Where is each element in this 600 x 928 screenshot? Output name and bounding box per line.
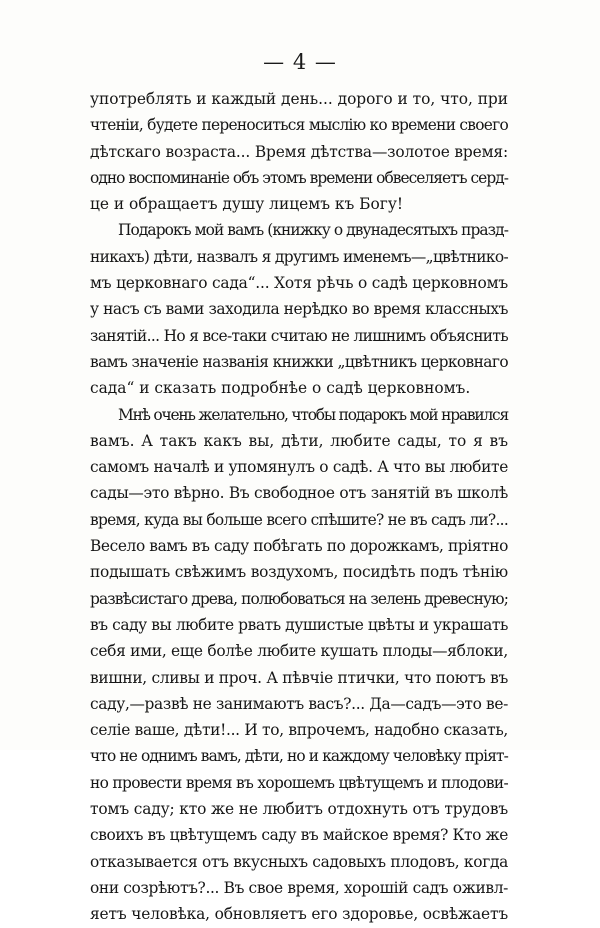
text-line: Подарокъ мой вамъ (книжку о двунадесятыхъ празд- [118, 221, 508, 240]
page-number: — 4 — [263, 50, 337, 74]
text-line: саду,—развѣ не занимаютъ васъ?... Да—садъ—это ве- [90, 694, 508, 713]
text-line: развѣсистаго древа, полюбоваться на зелень древесную; [90, 589, 508, 608]
text-line: селіе ваше, дѣти!... И то, впрочемъ, надобно сказать, [90, 721, 508, 740]
text-line: отказывается отъ вкусныхъ садовыхъ плодовъ, когда [90, 852, 508, 871]
text-line: це и обращаетъ душу лицемъ къ Богу! [90, 195, 404, 214]
text-line: въ саду вы любите рвать душистые цвѣты и украшать [90, 615, 508, 634]
text-line: подышать свѣжимъ воздухомъ, посидѣть подъ тѣнію [90, 563, 508, 582]
text-line: никахъ) дѣти, назвалъ я другимъ именемъ—„цвѣтнико- [90, 247, 508, 266]
text-line: себя ими, еще болѣе любите кушать плоды—яблоки, [90, 642, 508, 661]
text-line: вишни, сливы и проч. А пѣвчіе птички, что поютъ въ [90, 668, 508, 687]
text-line: вамъ. А такъ какъ вы, дѣти, любите сады, то я въ [90, 431, 508, 450]
body-text [90, 86, 508, 928]
text-line: своихъ въ цвѣтущемъ саду въ майское время? Кто же [90, 826, 508, 845]
text-line: сада“ и сказать подробнѣе о садѣ церковномъ. [90, 379, 471, 398]
text-line: одно воспоминаніе объ этомъ времени обвеселяетъ серд- [90, 168, 508, 187]
text-line: мъ церковнаго сада“... Хотя рѣчь о садѣ церковномъ [90, 274, 508, 293]
text-line: яетъ человѣка, обновляетъ его здоровье, освѣжаетъ [90, 905, 508, 924]
text-line: у насъ съ вами заходила нерѣдко во время классныхъ [90, 300, 508, 319]
text-line: время, куда вы больше всего спѣшите? не въ садъ ли?... [90, 510, 508, 529]
text-line: употреблять и каждый день... дорого и то, что, при [90, 90, 508, 108]
text-line: сады—это вѣрно. Въ свободное отъ занятій въ школѣ [90, 484, 508, 503]
text-line: дѣтскаго возраста... Время дѣтства—золотое время: [90, 142, 508, 161]
text-line: вамъ значеніе названія книжки „цвѣтникъ церковнаго [90, 352, 508, 371]
text-line: занятій... Но я все-таки считаю не лишнимъ объяснить [90, 326, 508, 345]
text-line: Весело вамъ въ саду побѣгать по дорожкамъ, пріятно [90, 537, 508, 556]
text-line: самомъ началѣ и упомянулъ о садѣ. А что вы любите [90, 458, 508, 477]
text-line: Мнѣ очень желательно, чтобы подарокъ мой нравился [118, 405, 508, 424]
text-line: что не однимъ вамъ, дѣти, но и каждому человѣку пріят- [90, 747, 508, 766]
text-line: чтеніи, будете переноситься мыслію ко времени своего [90, 116, 508, 135]
text-line: они созрѣютъ?... Въ свое время, хорошій садъ оживл- [90, 878, 508, 897]
text-line: томъ саду; кто же не любитъ отдохнуть отъ трудовъ [90, 800, 508, 819]
text-line: но провести время въ хорошемъ цвѣтущемъ и плодови- [90, 773, 508, 792]
